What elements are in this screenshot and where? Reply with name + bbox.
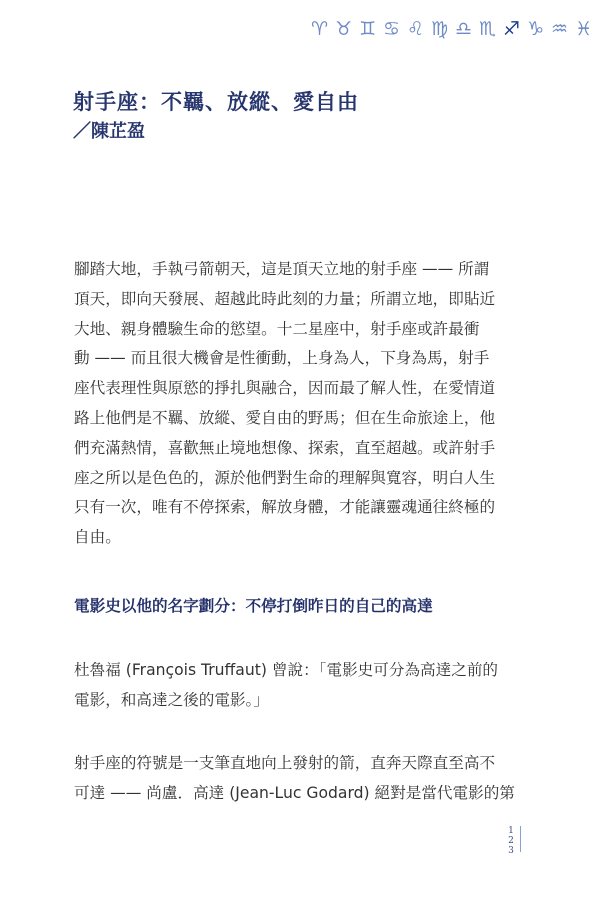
capricorn-icon: ♑ [526,18,545,40]
text-line: 可達 —— 尚盧．高達 (Jean-Luc Godard) 絕對是當代電影的第 [74,784,515,803]
text-line: 電影，和高達之後的電影。」 [74,690,269,709]
text-line: 射手座的符號是一支筆直地向上發射的箭，直奔天際直至高不 [74,754,496,773]
gemini-icon: ♊ [358,18,377,40]
text-line: 只有一次，唯有不停探索，解放身體，才能讓靈魂通往終極的 [74,498,496,517]
text-line: 座之所以是色色的，源於他們對生命的理解與寬容，明白人生 [74,468,496,487]
pisces-icon: ♓ [574,18,593,40]
libra-icon: ♎ [454,18,473,40]
aries-icon: ♈ [310,18,329,40]
aquarius-icon: ♒ [550,18,569,40]
section-subheading: 電影史以他的名字劃分：不停打倒昨日的自己的高達 [74,596,433,615]
article-title: 射手座：不羈、放縱、愛自由 [73,89,359,114]
paragraph-1 [74,255,534,553]
page-number-digit: 3 [508,846,514,856]
paragraph-3 [74,749,534,809]
page-number-digit: 1 [508,826,514,836]
text-line: 路上他們是不羈、放縱、愛自由的野馬；但在生命旅途上，他 [74,408,496,427]
article-author: ／陳芷盈 [73,121,145,142]
scorpio-icon: ♏ [478,18,497,40]
text-line: 頂天，即向天發展、超越此時此刻的力量；所謂立地，即貼近 [74,289,496,308]
taurus-icon: ♉ [334,18,353,40]
page-number-rule [520,826,521,852]
text-line: 們充滿熱情，喜歡無止境地想像、探索，直至超越。或許射手 [74,438,496,457]
sagittarius-icon: ♐ [502,18,521,40]
text-line: 大地、親身體驗生命的慾望。十二星座中，射手座或許最衝 [74,319,480,338]
virgo-icon: ♍ [430,18,449,40]
cancer-icon: ♋ [382,18,401,40]
page-number [507,826,515,856]
paragraph-2 [74,656,534,716]
text-line: 杜魯福 (François Truffaut) 曾說：「電影史可分為高達之前的 [74,660,499,679]
leo-icon: ♌ [406,18,425,40]
zodiac-header [309,18,594,40]
text-line: 腳踏大地，手執弓箭朝天，這是頂天立地的射手座 —— 所謂 [74,260,490,278]
article-body [74,255,534,809]
text-line: 動 —— 而且很大機會是性衝動，上身為人，下身為馬，射手 [74,349,490,368]
text-line: 自由。 [74,528,121,547]
page-number-digit: 2 [508,836,514,846]
text-line: 座代表理性與原慾的掙扎與融合，因而最了解人性，在愛情道 [74,379,496,398]
